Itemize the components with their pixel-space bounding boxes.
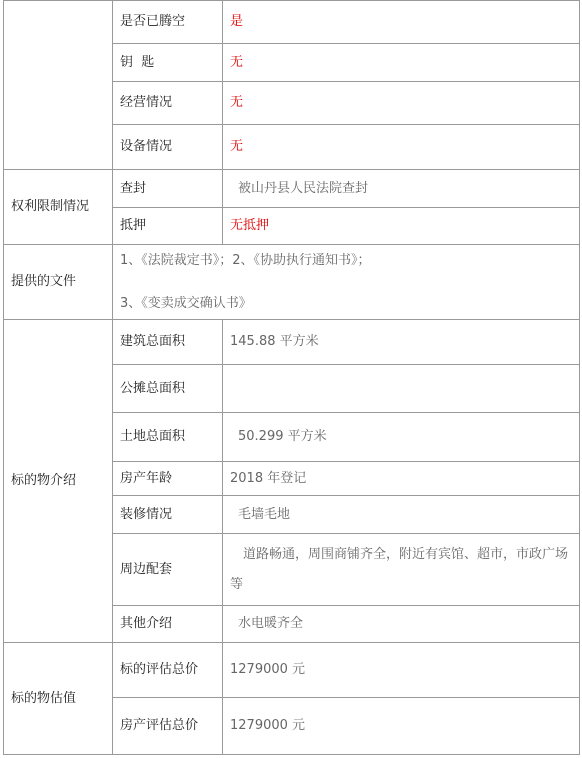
field-label: 是否已腾空	[113, 1, 223, 44]
section-label-subject-intro: 标的物介绍	[4, 320, 113, 643]
field-label: 土地总面积	[113, 413, 223, 462]
field-label: 其他介绍	[113, 606, 223, 643]
field-value-building-area: 145.88 平方米	[223, 320, 580, 365]
field-value-vacated: 是	[223, 1, 580, 44]
table-row	[4, 245, 580, 320]
section-label-documents: 提供的文件	[4, 245, 113, 320]
table-row	[4, 320, 580, 365]
documents-cell	[113, 245, 580, 320]
field-label: 标的评估总价	[113, 643, 223, 698]
field-value-appraised-total: 1279000 元	[223, 643, 580, 698]
field-value-property-appraised-total: 1279000 元	[223, 698, 580, 755]
property-info-table	[3, 0, 580, 755]
field-label: 房产年龄	[113, 462, 223, 496]
field-value-equipment: 无	[223, 125, 580, 170]
documents-line-2: 3、《变卖成交确认书》	[120, 295, 252, 311]
field-value-seizure: 被山丹县人民法院查封	[223, 170, 580, 208]
field-label: 查封	[113, 170, 223, 208]
field-value-operation: 无	[223, 82, 580, 125]
field-label: 钥 匙	[113, 44, 223, 82]
field-value-decoration: 毛墙毛地	[223, 496, 580, 534]
field-value-other: 水电暖齐全	[223, 606, 580, 643]
table-row	[4, 1, 580, 44]
table-row	[4, 170, 580, 208]
documents-line-1: 1、《法院裁定书》；2、《协助执行通知书》；	[120, 252, 371, 268]
field-label: 周边配套	[113, 534, 223, 606]
field-label: 房产评估总价	[113, 698, 223, 755]
field-value-house-age: 2018 年登记	[223, 462, 580, 496]
field-label: 建筑总面积	[113, 320, 223, 365]
field-label: 公摊总面积	[113, 365, 223, 413]
field-label: 设备情况	[113, 125, 223, 170]
field-value-mortgage: 无抵押	[223, 208, 580, 245]
field-value-keys: 无	[223, 44, 580, 82]
field-value-surroundings: 道路畅通，周围商铺齐全，附近有宾馆、超市，市政广场等	[223, 534, 580, 606]
field-label: 抵押	[113, 208, 223, 245]
section-cell-empty	[4, 1, 113, 170]
field-label: 经营情况	[113, 82, 223, 125]
field-label: 装修情况	[113, 496, 223, 534]
field-value-land-area: 50.299 平方米	[223, 413, 580, 462]
section-label-rights-limits: 权利限制情况	[4, 170, 113, 245]
table-row	[4, 643, 580, 698]
section-label-valuation: 标的物估值	[4, 643, 113, 755]
field-value-shared-area	[223, 365, 580, 413]
